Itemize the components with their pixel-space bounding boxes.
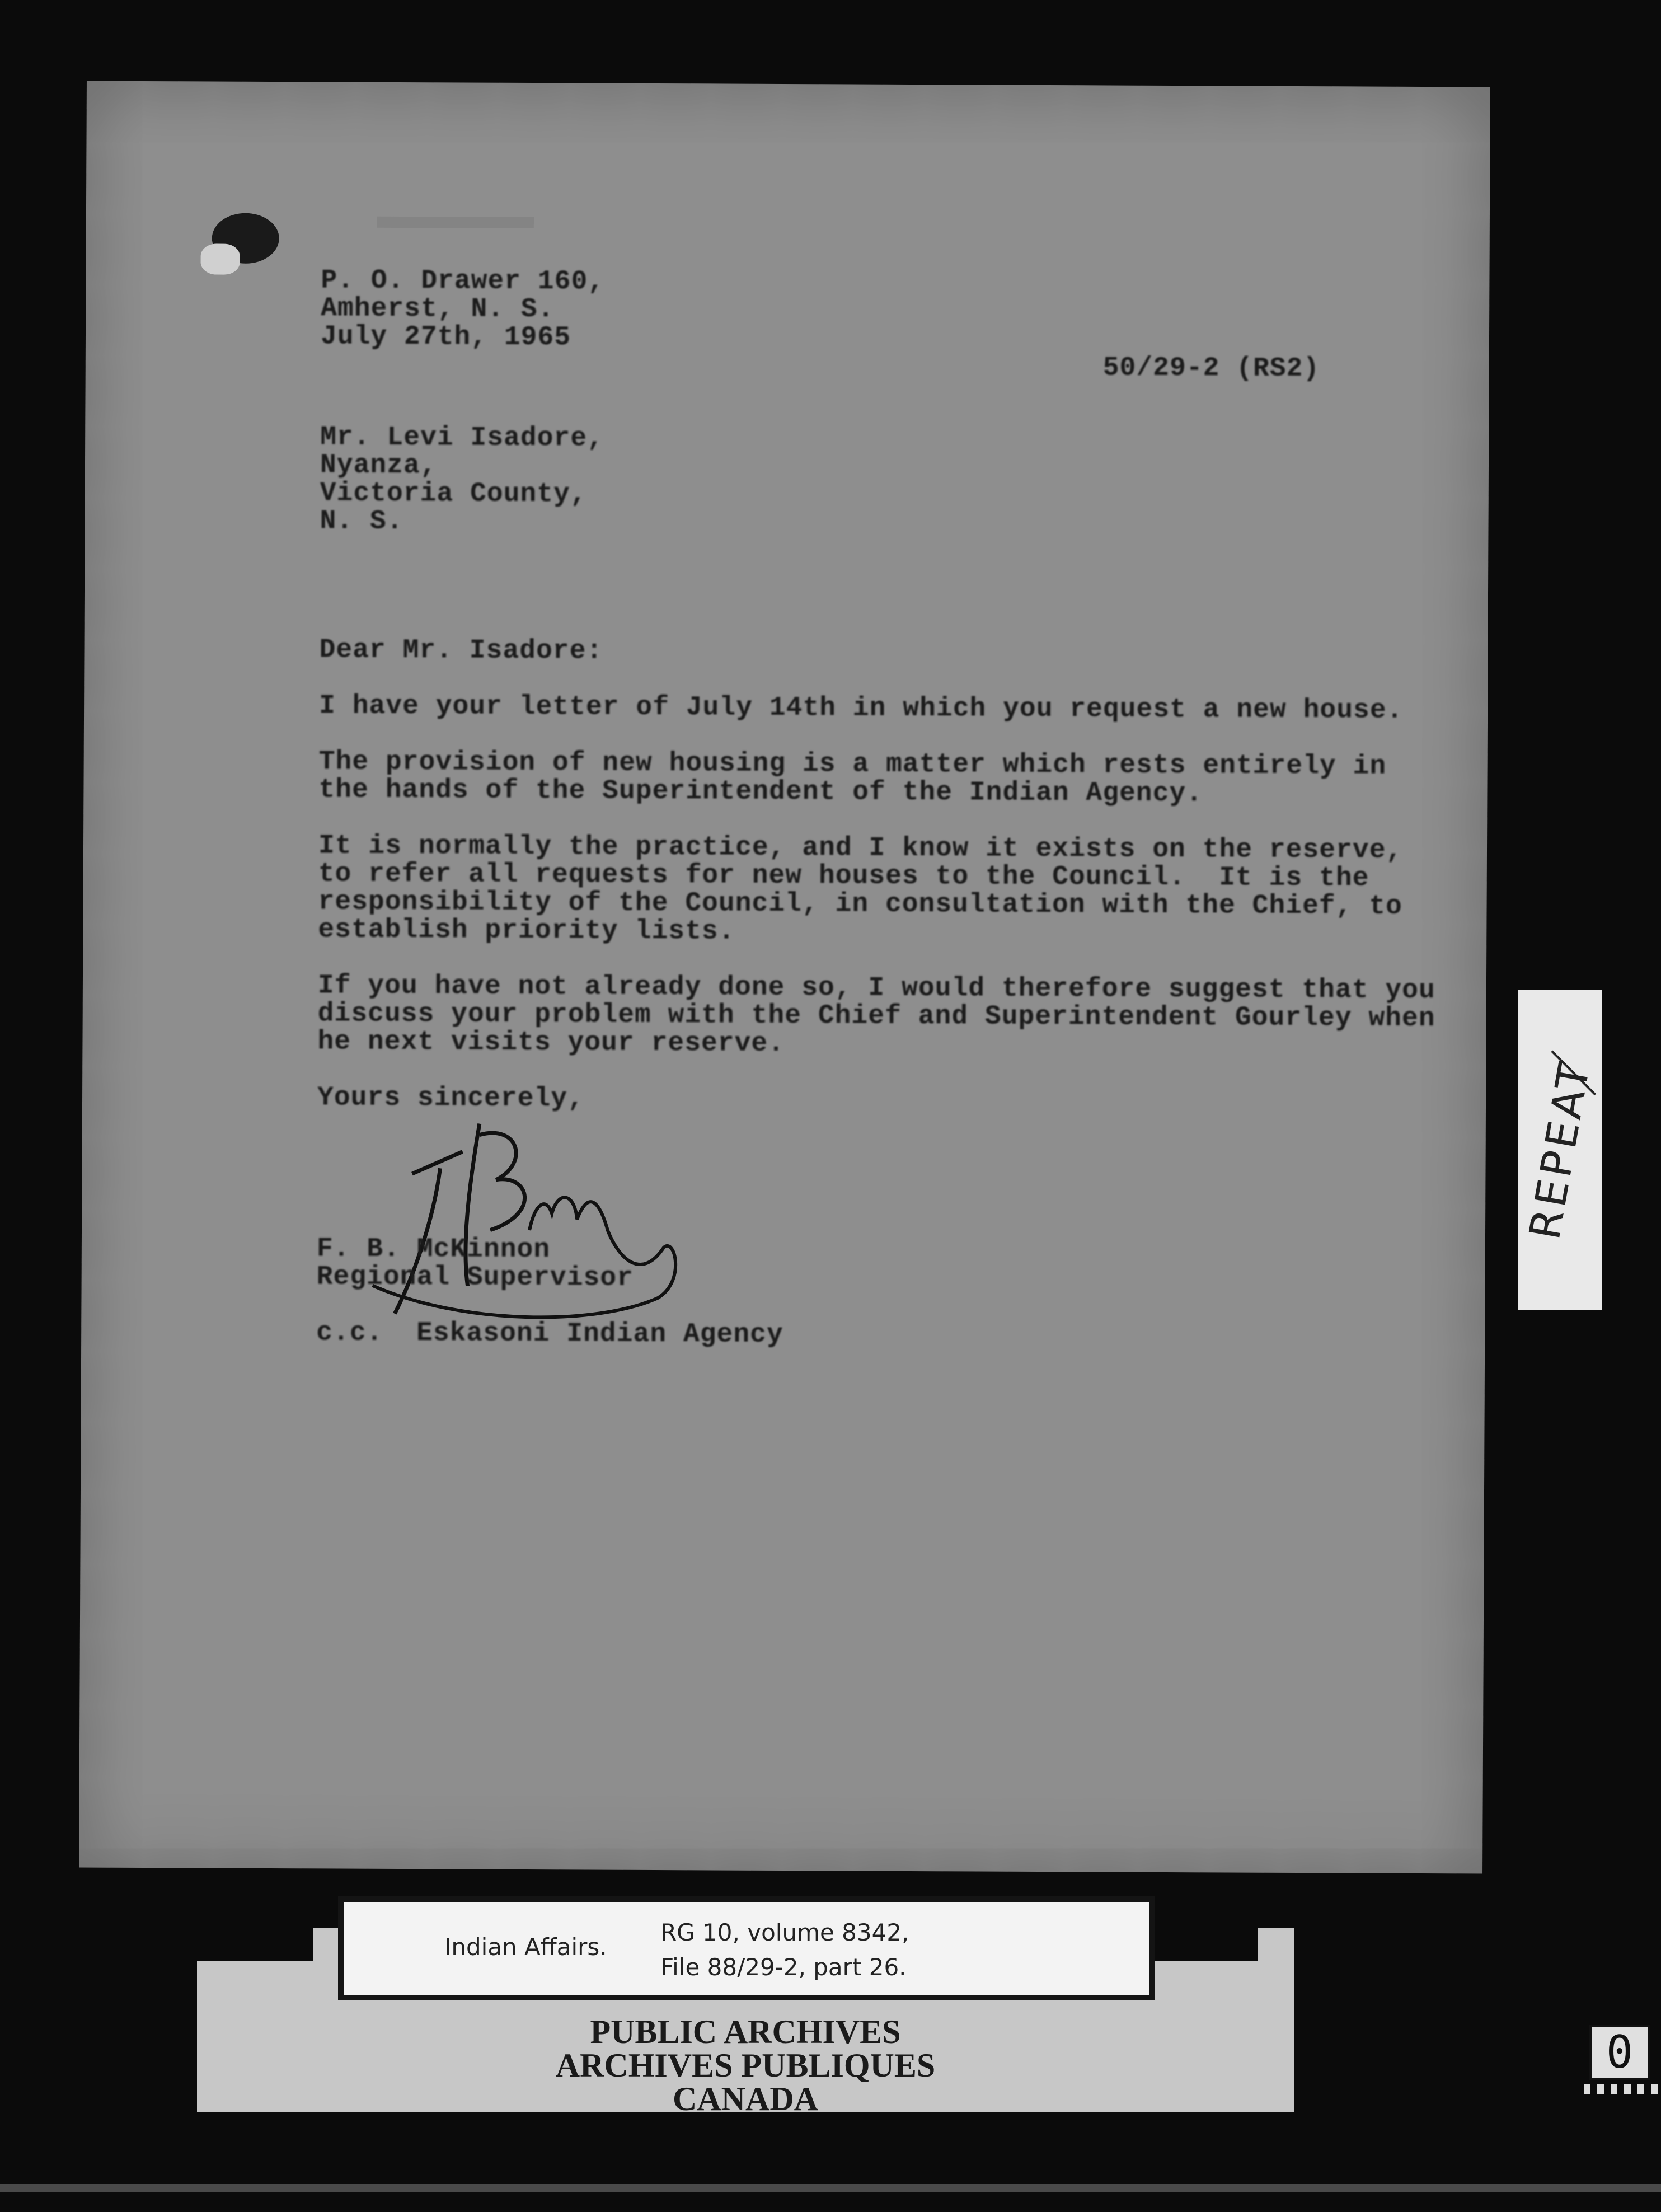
- return-address-line: Amherst, N. S.: [321, 293, 555, 325]
- carbon-copy-line: c.c. Eskasoni Indian Agency: [316, 1318, 783, 1350]
- file-line: File 88/29-2, part 26.: [660, 1953, 907, 1981]
- reference-label: [338, 1896, 1155, 2000]
- archives-title: [197, 2015, 1294, 2116]
- closing: Yours sincerely,: [317, 1082, 585, 1114]
- recipient-line: Mr. Levi Isadore,: [320, 422, 604, 454]
- letter-sheet: [79, 81, 1490, 1874]
- paragraph-line: discuss your problem with the Chief and Superintendent Gourley when: [317, 999, 1435, 1034]
- repeat-label: REPEAT: [1519, 1056, 1600, 1243]
- paragraph-line: to refer all requests for new houses to the Council. It is the: [318, 859, 1369, 894]
- paper-tear-mark: [200, 243, 240, 274]
- archives-line: PUBLIC ARCHIVES: [590, 2013, 901, 2050]
- repeat-slip: [1518, 990, 1602, 1310]
- paragraph-line: The provision of new housing is a matter which rests entirely in: [318, 747, 1387, 782]
- return-address-line: P. O. Drawer 160,: [321, 265, 605, 297]
- signatory-name: F. B. McKinnon: [316, 1234, 551, 1266]
- paragraph-line: It is normally the practice, and I know it exists on the reserve,: [318, 831, 1403, 866]
- department-name: Indian Affairs.: [444, 1933, 607, 1961]
- frame-counter: 0: [1589, 2025, 1650, 2080]
- record-group-line: RG 10, volume 8342,: [660, 1919, 909, 1946]
- paragraph-line: I have your letter of July 14th in which you request a new house.: [318, 691, 1404, 726]
- archives-line: CANADA: [673, 2080, 818, 2117]
- recipient-line: Victoria County,: [320, 478, 587, 510]
- handwritten-signature: [327, 1100, 754, 1343]
- salutation: Dear Mr. Isadore:: [319, 635, 603, 667]
- recipient-line: N. S.: [320, 506, 403, 537]
- letter-date: July 27th, 1965: [320, 321, 571, 353]
- film-edge: [0, 2184, 1661, 2192]
- file-reference: 50/29-2 (RS2): [1102, 353, 1320, 385]
- paragraph-line: responsibility of the Council, in consultation with the Chief, to: [318, 887, 1402, 922]
- plate-notch: [197, 1928, 313, 1961]
- signatory-title: Regional Supervisor: [316, 1262, 634, 1294]
- film-sprocket-strip: [1584, 2084, 1661, 2094]
- plate-notch: [1146, 1928, 1258, 1961]
- archives-line: ARCHIVES PUBLIQUES: [555, 2047, 936, 2084]
- recipient-line: Nyanza,: [320, 450, 437, 481]
- paragraph-line: If you have not already done so, I would therefore suggest that you: [317, 971, 1435, 1006]
- paragraph-line: the hands of the Superintendent of the Indian Agency.: [318, 775, 1203, 809]
- faint-header-mark: [377, 217, 534, 228]
- paragraph-line: he next visits your reserve.: [317, 1027, 785, 1060]
- paragraph-line: establish priority lists.: [318, 915, 735, 947]
